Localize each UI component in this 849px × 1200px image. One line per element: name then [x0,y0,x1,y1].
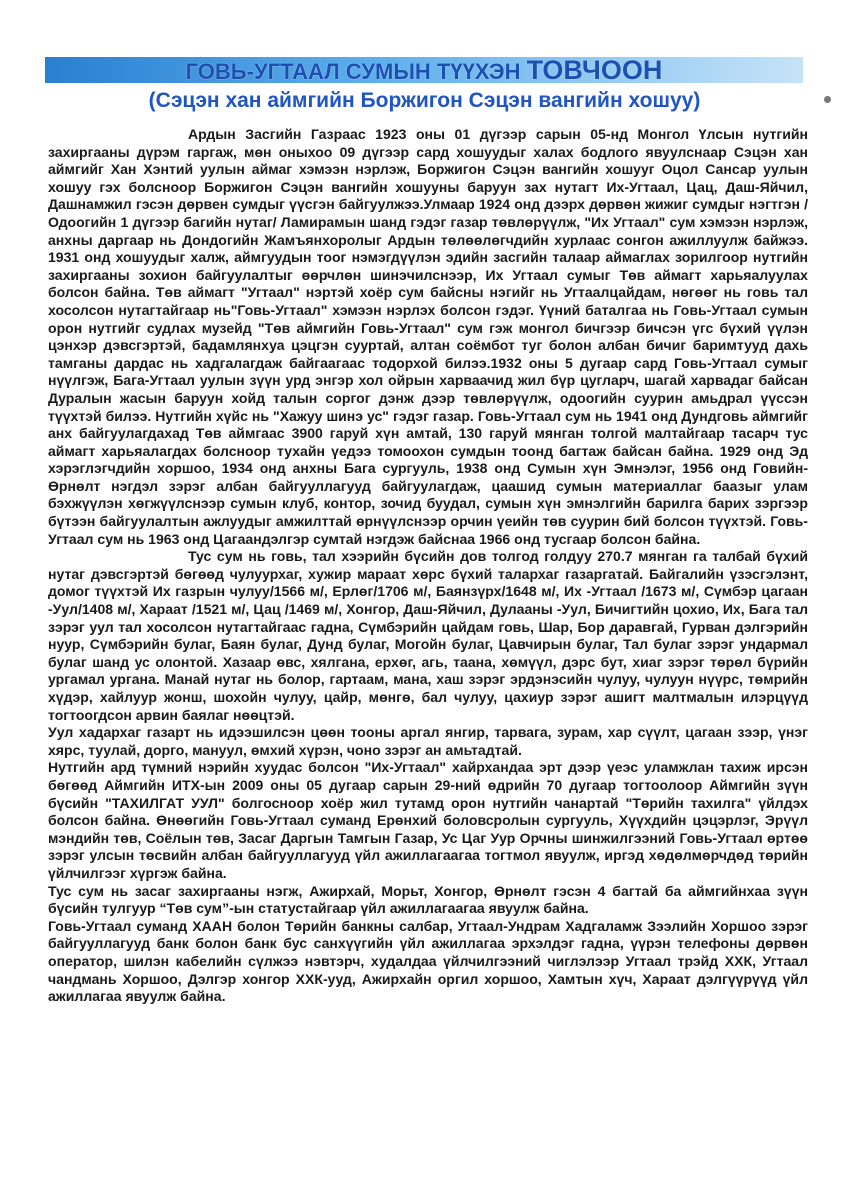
document-body [48,126,808,1006]
paragraph-history: Ардын Засгийн Газраас 1923 оны 01 дүгээр сарын 05-нд Монгол Үлсын нутгийн захиргааны дүрэм гаргаж, мөн оныхоо 09 дүгээр сард хошуудыг халах бодлого явуулснаар Сэцэн хан аймгийг Хан Хэнтий уулын аймаг хэмээн нэрлэж, Боржигон Сэцэн вангийн хошууг Оцол Сансар уулын хошуу гэх болсноор Боржигон Сэцэн вангийн хошууны баруун зах нутагт Их-Угтаал, Цац, Даш-Яйчил, Дашнамжил гэсэн дөрвен сумдыг үүсгэн байгуулжээ.Улмаар 1924 онд дээрх дөрвөн жижиг сумдыг нэгтгэн /Одоогийн 1 дүгээр багийн нутаг/ Ламирамын шанд гэдэг газар төвлөрүүлж, "Их Угтаал" сум хэмээн нэрлэж, анхны даргаар нь Дондогийн Жамъянхоролыг Ардын төлөөлөгчдийн хурлаас сонгон ажиллуулж байжээ. 1931 онд хошуудыг халж, аймгуудын тоог нэмэгдүүлэн эдийн засгийн талаар аймаглах зорилгоор нутгийн захиргааны зохион байгуулалтыг өөрчлөн шинэчилснээр, Их Угтаал сумыг Төв аймагт харьяалуулах болсон байна. Төв аймагт "Угтаал" нэртэй хоёр сум байсны нэгийг нь Угтаалцайдам, нөгөөг нь говь тал хосолсон нутагтайгаар нь"Говь-Угтаал" хэмээн нэрлэх болсон гэдэг. Үүний баталгаа нь Говь-Угтаал сумын орон нутгийг судлах музейд "Төв аймгийн Говь-Угтаал" сум гэж монгол бичгээр бичсэн үгс бүхий үүлэн цэнхэр дэвсгэртэй, бадамлянхуа цэцгэн сууртай, алтан соёмбот туг болон албан бичиг баримтууд дахь тамганы дардас нь хадгалагдаж байгаагаас тодорхой билээ.1932 оны 5 дугаар сард Говь-Угтаал сумыг нүүлгэж, Бага-Угтаал уулын зүүн урд энгэр хол ойрын харваачид жил бүр цугларч, шагай харвадаг байсан Дуралын жасын баруун хойд талын соргог дэнж дээр төвлөрүүлж, одоогийн суурин амьдрал үүссэн түүхтэй билээ. Нутгийн хүйс нь "Хажуу шинэ ус" гэдэг газар. Говь-Угтаал сум нь 1941 онд Дундговь аймгийг анх байгуулагдахад Төв аймгаас 3900 гаруй хүн амтай, 130 гаруй мянган толгой малтайгаар тасарч тус аймагт харьяалагдах болсноор тухайн үедээ томоохон сумдын тоонд багтаж байсан байна. 1929 онд Эд хэрэглэгчдийн хоршоо, 1934 онд анхны Бага сургууль, 1938 онд Сумын хүн Эмнэлэг, 1956 онд Говийн-Өрнөлт нэгдэл зэрэг албан байгууллагууд байгуулагдаж, цаашид сумын материаллаг баазыг улам бэхжүүлэн хөгжүүлснээр сумын клуб, контор, зочид буудал, сумын хүн эмнэлгийн барилга барих зэргээр бүтээн байгуулалтын ажлуудыг амжилттай өрнүүлснээр орчин үеийн төв суурин бий болсон түүхтэй. Говь-Угтаал сум нь 1963 онд Цагаандэлгэр сумтай нэгдэж байснаа 1966 онд тусгаар болсон байна. [48,126,808,547]
page-title [185,55,663,85]
title-banner [45,57,803,83]
page-title-emphasis: ТОВЧООН [526,55,663,85]
paragraph-wildlife: Уул хадархаг газарт нь идээшилсэн цөөн тооны аргал янгир, тарвага, зурам, хар сүүлт, цагаан зээр, үнэг хярс, туулай, дорго, мануул, өмхий хүрэн, чоно зэрэг ан амьтадтай. [48,724,808,758]
page-subtitle: (Сэцэн хан аймгийн Боржигон Сэцэн вангийн хошуу) [148,89,701,112]
paragraph-sacred-mountain: Нутгийн ард түмний нэрийн хуудас болсон "Их-Угтаал" хайрхандаа эрт дээр үеэс уламжлан тахиж ирсэн бөгөөд Аймгийн ИТХ-ын 2009 оны 05 дугаар сарын 29-ний өдрийн 70 дугаар тогтоолоор Аймгийн зүүн бүсийн "ТАХИЛГАТ УУЛ" болгосноор хоёр жил тутамд орон нутгийн чанартай "Төрийн тахилга" үйлдэх болсон байна. Өнөөгийн Говь-Угтаал суманд Ерөнхий боловсролын сургууль, Хүүхдийн цэцэрлэг, Эрүүл мэндийн төв, Соёлын төв, Засаг Даргын Тамгын Газар, Ус Цаг Уур Орчны шинжилгээний Говь-Угтаал өртөө зэрэг улсын төсвийн албан байгууллагууд үйл ажиллагаагаа тогтмол явуулж, иргэд хөдөлмөрчдөд төрийн үйлчилгээг хүргэж байна. [48,759,808,881]
paragraph-services: Говь-Угтаал суманд ХААН болон Төрийн банкны салбар, Угтаал-Ундрам Хадгаламж Зээлийн Хоршоо зэрэг байгууллагууд банк болон банк бус санхүүгийн үйл ажиллагаа эрхэлдэг гадна, үүрэн телефоны дөрвөн оператор, шилэн кабелийн сүлжээ нэвтэрч, худалдаа үйлчилгээний чиглэлээр Угтаал трэйд ХХК, Угтаал чандмань Хоршоо, Дэлгэр хонгор ХХК-ууд, Ажирхайн оргил хоршоо, Хамтын хүч, Хараат дэлгүүрүүд үйл ажиллагаа явуулж байна. [48,917,808,1005]
page-title-main: ГОВЬ-УГТААЛ СУМЫН ТҮҮХЭН [185,59,527,84]
paragraph-geography: Тус сум нь говь, тал хээрийн бүсийн дов толгод голдуу 270.7 мянган га талбай бүхий нутаг дэвсгэртэй бөгөөд чулуурхаг, хужир мараат хөрс бүхий талархаг газаргатай. Байгалийн үзэсгэлэнт, домог түүхтэй Их газрын чулуу/1566 м/, Ерлөг/1706 м/, Баянзүрх/1648 м/, Их -Угтаал /1673 м/, Сүмбэр цагаан -Уул/1408 м/, Хараат /1521 м/, Цац /1469 м/, Хонгор, Даш-Яйчил, Дулааны -Уул, Бичигтийн цохио, Их, Бага тал зэрэг уул тал хосолсон нутагтайгаас гадна, Сүмбэрийн цайдам говь, Шар, Бор даравгай, Гурван дэлгэрийн нуур, Сүмбэрийн булаг, Баян булаг, Дунд булаг, Могойн булаг, Цавчирын булаг, Тал булаг зэрэг ундармал булаг шанд ус олонтой. Хазаар өвс, хялгана, ерхөг, агь, таана, хөмүүл, дэрс бут, хиаг зэрэг төрөл бүрийн ургамал ургана. Манай нутаг нь болор, гартаам, мана, хаш зэрэг эрдэнэсийн чулуу, чулуун нүүрс, төмрийн хүдэр, хайлуур жонш, шохойн чулуу, цайр, мөнгө, бал чулуу, цахиур зэрэг ашигт малтмалын илэрцүүд тогтоогдсон арвин баялаг нөөцтэй. [48,548,808,723]
paragraph-administration: Тус сум нь засаг захиргааны нэгж, Ажирхай, Морьт, Хонгор, Өрнөлт гэсэн 4 багтай ба аймгийнхаа зүүн бүсийн тулгуур “Төв сум”-ын статустайгаар үйл ажиллагаагаа явуулж байна. [48,882,808,917]
margin-dot [824,96,831,103]
